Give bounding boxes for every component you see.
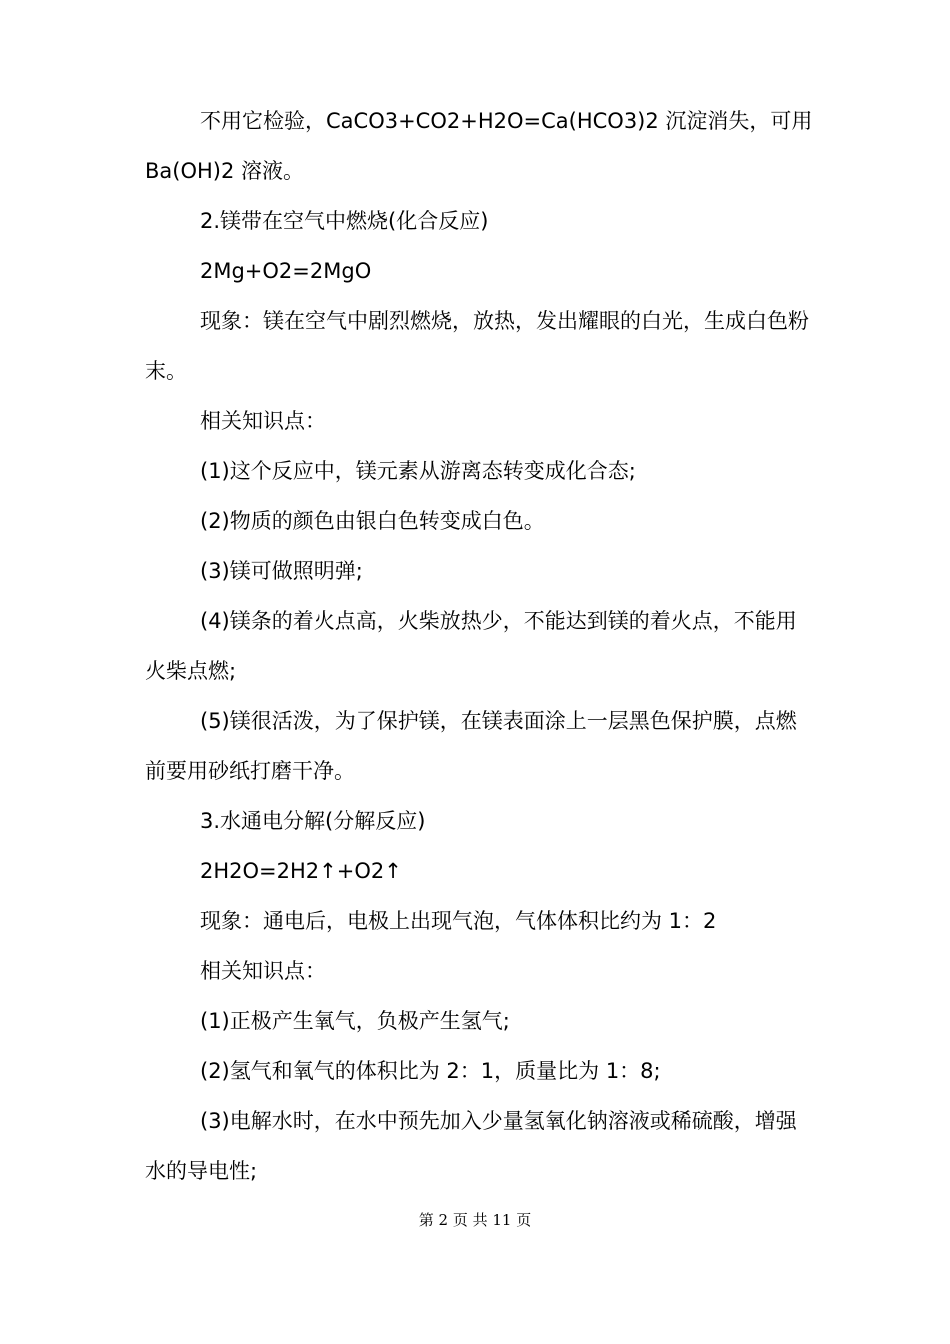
list-item: (2)氢气和氧气的体积比为 2：1，质量比为 1：8; (200, 1059, 661, 1083)
subheading: 相关知识点： (200, 409, 326, 433)
list-item: (2)物质的颜色由银白色转变成白色。 (200, 509, 545, 533)
list-item: (1)正极产生氧气，负极产生氢气; (200, 1009, 510, 1033)
page-number: 第 2 页 共 11 页 (418, 1211, 532, 1229)
list-item: (5)镁很活泼，为了保护镁，在镁表面涂上一层黑色保护膜，点燃前要用砂纸打磨干净。 (145, 709, 797, 783)
list-item: (3)电解水时，在水中预先加入少量氢氧化钠溶液或稀硫酸，增强水的导电性; (145, 1109, 797, 1183)
equation: 2Mg+O2=2MgO (200, 259, 372, 283)
paragraph: 不用它检验，CaCO3+CO2+H2O=Ca(HCO3)2 沉淀消失，可用 Ba(OH)2 溶液。 (145, 109, 813, 183)
equation: 2H2O=2H2↑+O2↑ (200, 859, 402, 883)
paragraph: 现象：镁在空气中剧烈燃烧，放热，发出耀眼的白光，生成白色粉末。 (145, 309, 809, 383)
list-item: (4)镁条的着火点高，火柴放热少，不能达到镁的着火点，不能用火柴点燃; (145, 609, 797, 683)
page-footer (0, 1208, 950, 1232)
paragraph: 现象：通电后，电极上出现气泡，气体体积比约为 1：2 (200, 909, 717, 933)
list-item: (1)这个反应中，镁元素从游离态转变成化合态; (200, 459, 636, 483)
section-heading: 3.水通电分解(分解反应) (200, 809, 426, 833)
list-item: (3)镁可做照明弹; (200, 559, 363, 583)
section-heading: 2.镁带在空气中燃烧(化合反应) (200, 209, 489, 233)
document-body (145, 96, 813, 1196)
subheading: 相关知识点： (200, 959, 326, 983)
